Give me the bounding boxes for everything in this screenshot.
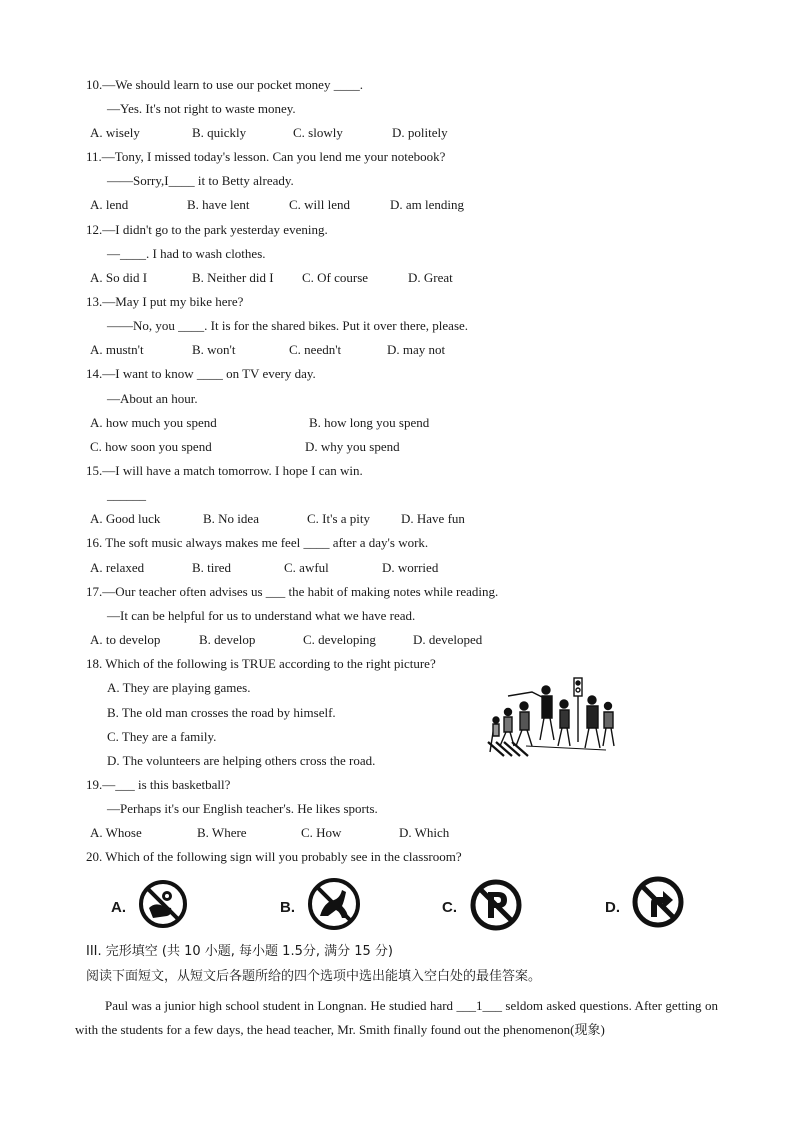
question-13-stem: 13.—May I put my bike here? xyxy=(86,294,244,309)
question-12-option-a[interactable]: A. So did I xyxy=(90,270,148,285)
question-16-option-b[interactable]: B. tired xyxy=(192,560,231,575)
no-touch-sign-icon[interactable] xyxy=(137,878,189,930)
volunteers-crossing-road-image xyxy=(486,676,626,758)
no-parking-sign-icon[interactable] xyxy=(469,878,523,932)
question-10-reply: —Yes. It's not right to waste money. xyxy=(107,101,296,116)
question-19-reply: —Perhaps it's our English teacher's. He likes sports. xyxy=(107,801,378,816)
question-14-reply: —About an hour. xyxy=(107,391,198,406)
question-15-option-a[interactable]: A. Good luck xyxy=(90,511,161,526)
question-15-option-b[interactable]: B. No idea xyxy=(203,511,259,526)
question-13-option-b[interactable]: B. won't xyxy=(192,342,236,357)
question-12-reply: —____. I had to wash clothes. xyxy=(107,246,266,261)
question-19-option-a[interactable]: A. Whose xyxy=(90,825,142,840)
question-14-option-d[interactable]: D. why you spend xyxy=(305,439,400,454)
question-15-reply-blank: ______ xyxy=(107,487,146,502)
question-18-option-c[interactable]: C. They are a family. xyxy=(107,729,217,744)
no-high-heels-sign-icon[interactable] xyxy=(306,876,362,932)
question-14-option-c[interactable]: C. how soon you spend xyxy=(90,439,212,454)
question-10-option-a[interactable]: A. wisely xyxy=(90,125,140,140)
question-19-option-d[interactable]: D. Which xyxy=(399,825,450,840)
question-10-stem: 10.—We should learn to use our pocket money ____. xyxy=(86,77,363,92)
question-11-reply: ——Sorry,I____ it to Betty already. xyxy=(107,173,294,188)
question-18-option-d[interactable]: D. The volunteers are helping others cross the road. xyxy=(107,753,376,768)
question-11-option-d[interactable]: D. am lending xyxy=(390,197,465,212)
question-12-option-d[interactable]: D. Great xyxy=(408,270,453,285)
cloze-blank-1[interactable]: ___1___ xyxy=(456,998,502,1013)
question-13-reply: ——No, you ____. It is for the shared bikes. Put it over there, please. xyxy=(107,318,469,333)
question-13-option-d[interactable]: D. may not xyxy=(387,342,446,357)
question-20-option-a[interactable]: A. xyxy=(111,899,126,916)
question-17-stem: 17.—Our teacher often advises us ___ the habit of making notes while reading. xyxy=(86,584,499,599)
question-16-stem: 16. The soft music always makes me feel ____ after a day's work. xyxy=(86,535,429,550)
no-right-turn-sign-icon[interactable] xyxy=(631,875,685,929)
question-15-option-d[interactable]: D. Have fun xyxy=(401,511,465,526)
question-15-option-c[interactable]: C. It's a pity xyxy=(307,511,371,526)
question-16-option-a[interactable]: A. relaxed xyxy=(90,560,145,575)
question-20-stem: 20. Which of the following sign will you probably see in the classroom? xyxy=(86,849,462,864)
question-18-stem: 18. Which of the following is TRUE according to the right picture? xyxy=(86,656,436,671)
question-10-option-b[interactable]: B. quickly xyxy=(192,125,247,140)
question-10-option-d[interactable]: D. politely xyxy=(392,125,448,140)
question-13-option-c[interactable]: C. needn't xyxy=(289,342,342,357)
question-14-option-a[interactable]: A. how much you spend xyxy=(90,415,217,430)
question-13-option-a[interactable]: A. mustn't xyxy=(90,342,144,357)
question-19-stem: 19.—___ is this basketball? xyxy=(86,777,231,792)
question-19-option-c[interactable]: C. How xyxy=(301,825,342,840)
question-15-stem: 15.—I will have a match tomorrow. I hope I can win. xyxy=(86,463,363,478)
question-18-option-b[interactable]: B. The old man crosses the road by himself. xyxy=(107,705,336,720)
question-20-option-c[interactable]: C. xyxy=(442,899,457,916)
question-18-option-a[interactable]: A. They are playing games. xyxy=(107,680,251,695)
question-14-option-b[interactable]: B. how long you spend xyxy=(309,415,430,430)
question-10-option-c[interactable]: C. slowly xyxy=(293,125,343,140)
question-17-reply: —It can be helpful for us to understand what we have read. xyxy=(107,608,416,623)
question-12-stem: 12.—I didn't go to the park yesterday evening. xyxy=(86,222,328,237)
cloze-passage: Paul was a junior high school student in Longnan. He studied hard ___1___ seldom asked questions. After getting on with the students for a few days, the head teacher, Mr. Smith finally found out the phenomenon(现象) xyxy=(75,998,718,1037)
question-20-option-d[interactable]: D. xyxy=(605,899,620,916)
question-19-option-b[interactable]: B. Where xyxy=(197,825,247,840)
question-14-stem: 14.—I want to know ____ on TV every day. xyxy=(86,366,316,381)
question-17-option-b[interactable]: B. develop xyxy=(199,632,256,647)
question-11-option-a[interactable]: A. lend xyxy=(90,197,129,212)
question-11-stem: 11.—Tony, I missed today's lesson. Can you lend me your notebook? xyxy=(86,149,446,164)
question-16-option-d[interactable]: D. worried xyxy=(382,560,439,575)
question-20-option-b[interactable]: B. xyxy=(280,899,295,916)
question-12-option-c[interactable]: C. Of course xyxy=(302,270,369,285)
question-17-option-c[interactable]: C. developing xyxy=(303,632,376,647)
question-17-option-a[interactable]: A. to develop xyxy=(90,632,161,647)
question-16-option-c[interactable]: C. awful xyxy=(284,560,329,575)
section-instruction: 阅读下面短文，从短文后各题所给的四个选项中选出能填入空白处的最佳答案。 xyxy=(86,969,542,984)
question-12-option-b[interactable]: B. Neither did I xyxy=(192,270,274,285)
section-heading: III. 完形填空 (共 10 小题, 每小题 1.5分, 满分 15 分) xyxy=(86,944,393,959)
question-11-option-b[interactable]: B. have lent xyxy=(187,197,250,212)
question-17-option-d[interactable]: D. developed xyxy=(413,632,483,647)
question-11-option-c[interactable]: C. will lend xyxy=(289,197,351,212)
